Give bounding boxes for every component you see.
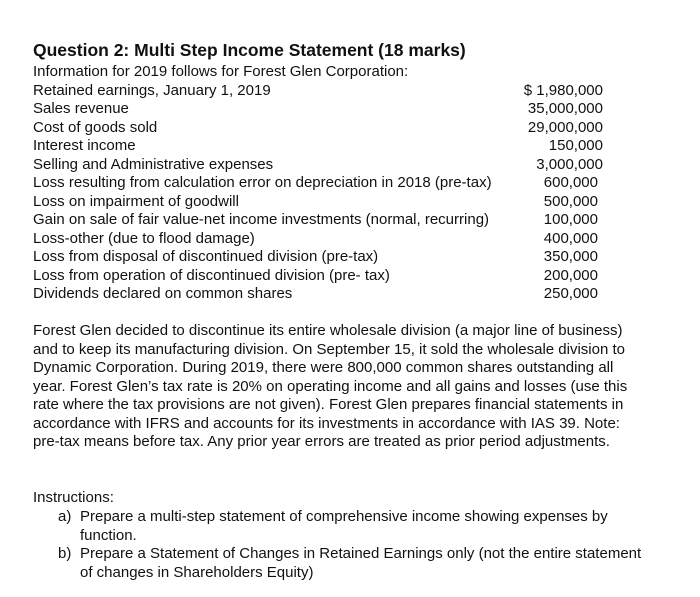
instruction-a [58,508,648,545]
item-value: 250,000 [543,285,598,302]
item-value: 29,000,000 [527,118,603,136]
item-label: Loss resulting from calculation error on depreciation in 2018 (pre-tax) [33,174,492,191]
item-value: 500,000 [543,192,598,210]
item-label: Loss on impairment of goodwill [33,192,239,210]
item-label: Loss from disposal of discontinued division (pre-tax) [33,248,379,265]
instruction-marker: a) [58,508,72,525]
item-value: 100,000 [543,211,598,228]
instruction-text: Prepare a multi-step statement of comprehensive income showing expenses by function. [80,508,608,544]
item-value: 150,000 [548,137,603,154]
question-title: Question 2: Multi Step Income Statement (18 marks) [33,40,466,60]
list-item [33,137,603,156]
item-label: Gain on sale of fair value-net income investments (normal, recurring) [33,211,490,228]
list-item [33,100,603,119]
item-value: $ 1,980,000 [523,81,603,99]
item-value: 35,000,000 [527,100,603,117]
instruction-b [58,545,648,582]
item-label: Retained earnings, January 1, 2019 [33,81,271,99]
item-label: Loss from operation of discontinued division (pre- tax) [33,266,390,284]
item-label: Selling and Administrative expenses [33,155,274,173]
item-value: 600,000 [543,174,598,191]
list-item [33,267,603,286]
item-value: 200,000 [543,266,598,284]
item-value: 400,000 [543,229,598,247]
list-item [33,82,603,101]
intro-text: Information for 2019 follows for Forest Glen Corporation: [33,63,409,80]
list-item [33,211,603,230]
item-label: Interest income [33,137,136,154]
item-label: Dividends declared on common shares [33,285,293,302]
instructions-heading: Instructions: [33,489,114,506]
instruction-text: Prepare a Statement of Changes in Retained Earnings only (not the entire statement of changes in Shareholders Equity) [80,545,642,581]
list-item [33,230,603,249]
list-item [33,156,603,175]
instruction-marker: b) [58,545,72,562]
list-item [33,119,603,138]
item-label: Loss-other (due to flood damage) [33,229,255,247]
item-label: Sales revenue [33,100,129,117]
item-value: 3,000,000 [536,155,603,173]
list-item [33,248,603,267]
scenario-paragraph: Forest Glen decided to discontinue its entire wholesale division (a major line of business) and to keep its manufacturing division. On September 15, it sold the wholesale division to Dynamic Corporation. During 2019, there were 800,000 common shares outstanding all year. Forest Glen’s tax rate is 20% on operating income and all gains and losses (use this rate where the tax provisions are not given). Forest Glen prepares financial statements in accordance with IFRS and accounts for its investments in accordance with IAS 39. Note: pre-tax means before tax. Any prior year errors are treated as prior period adjustments. [33,322,628,450]
list-item [33,193,603,212]
item-value: 350,000 [543,248,598,265]
item-label: Cost of goods sold [33,118,158,136]
list-item [33,174,603,193]
list-item [33,285,603,304]
